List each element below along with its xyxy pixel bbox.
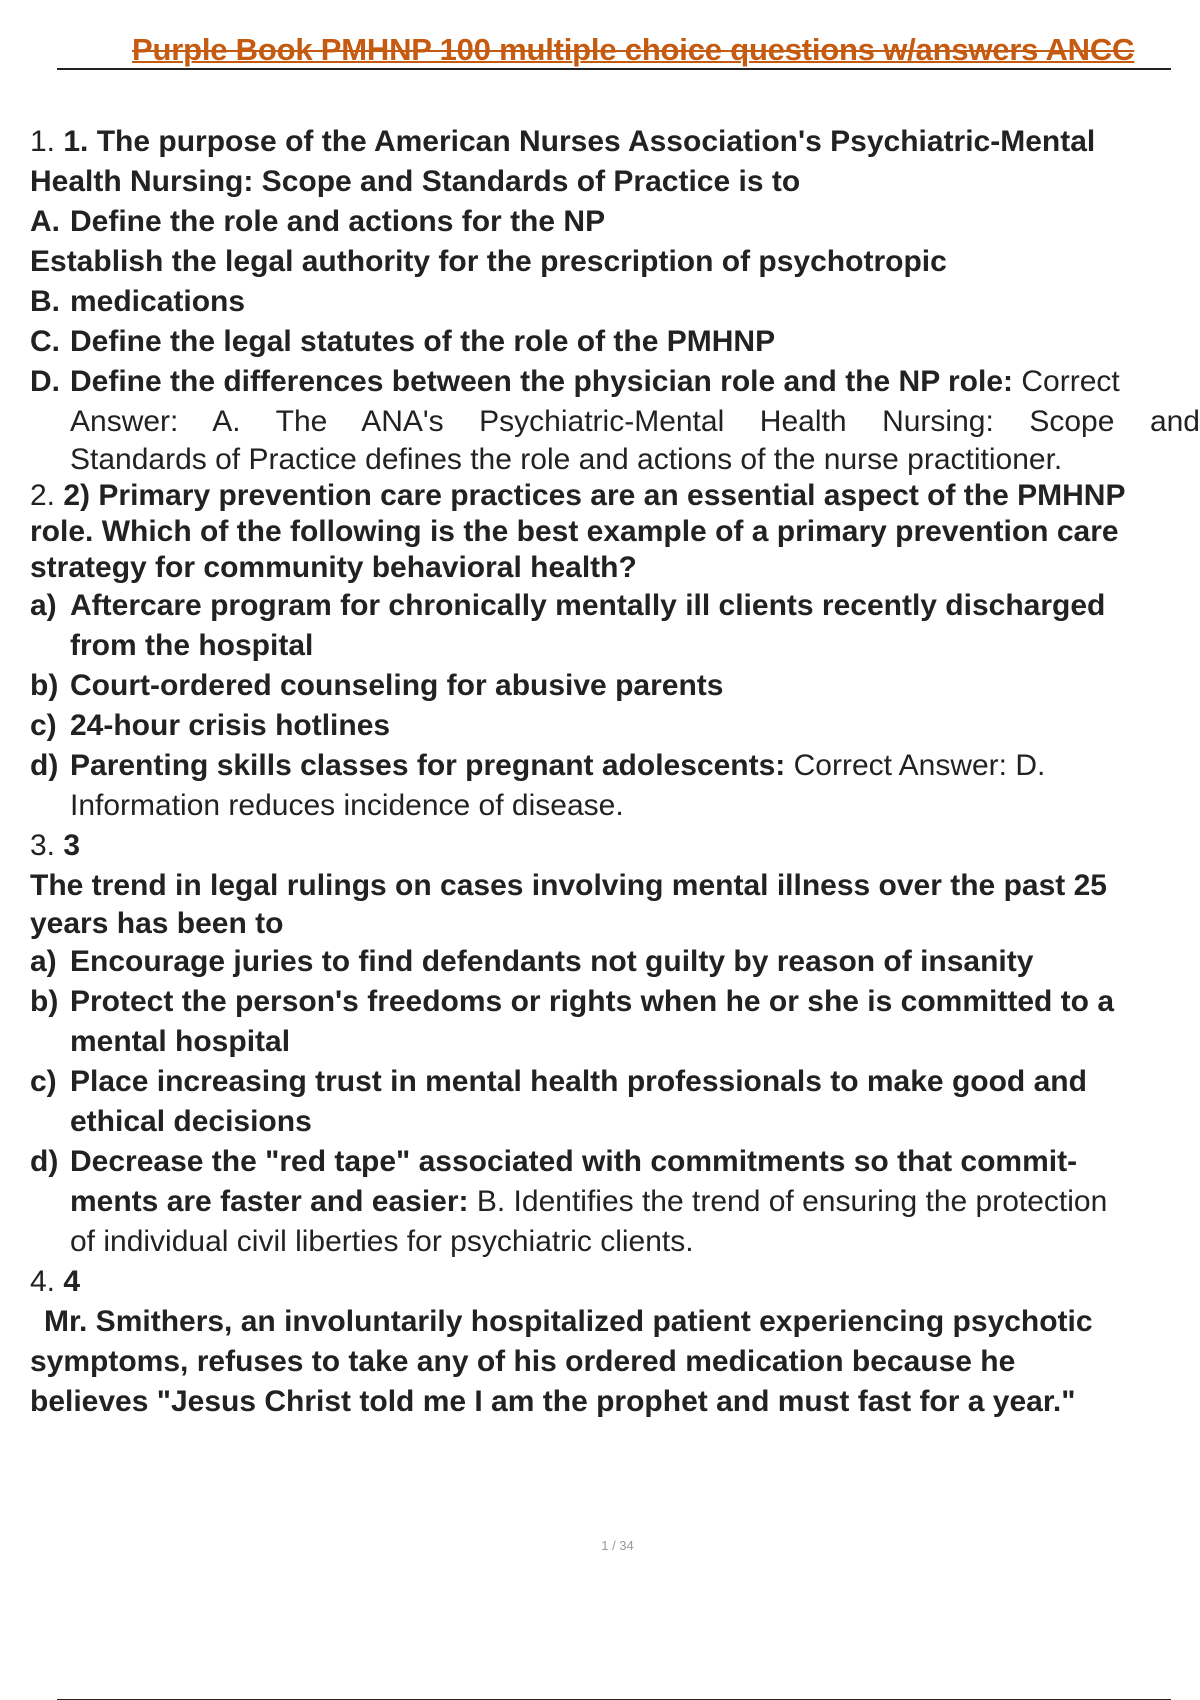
question-stem-text: 1. The purpose of the American Nurses Association's Psychiatric-Mental <box>63 125 1096 158</box>
option-b <box>30 282 1200 322</box>
question-number-bold: 3 <box>63 829 81 862</box>
question-stem-line: symptoms, refuses to take any of his ordered medication because he <box>30 1345 1016 1378</box>
option-text: Protect the person's freedoms or rights when he or she is committed to a <box>70 985 1115 1018</box>
question-list <box>30 122 1200 1422</box>
option-b-continuation: Establish the legal authority for the prescription of psychotropic <box>30 245 947 278</box>
option-letter: b) <box>30 985 59 1018</box>
question-2 <box>30 478 1200 826</box>
question-stem-line: The trend in legal rulings on cases involving mental illness over the past 25 <box>30 869 1107 902</box>
question-number: 4. <box>30 1265 56 1298</box>
option-letter: B. <box>30 285 60 318</box>
option-text: Decrease the "red tape" associated with commitments so that commit- <box>70 1145 1078 1178</box>
option-c <box>30 322 1200 362</box>
option-text: medications <box>70 285 246 318</box>
option-letter: D. <box>30 365 60 398</box>
option-text: Define the legal statutes of the role of the PMHNP <box>70 325 776 358</box>
answer-line: Information reduces incidence of disease. <box>70 789 624 822</box>
option-letter: d) <box>30 749 59 782</box>
option-text: Define the differences between the physician role and the NP role: <box>70 365 1014 398</box>
option-d <box>30 1142 1200 1182</box>
option-letter: c) <box>30 709 57 742</box>
answer-line: of individual civil liberties for psychiatric clients. <box>70 1225 694 1258</box>
question-number: 2. <box>30 479 56 512</box>
option-d <box>30 362 1200 402</box>
option-continuation: mental hospital <box>70 1025 291 1058</box>
question-stem-line: years has been to <box>30 907 284 940</box>
option-text: 24-hour crisis hotlines <box>70 709 391 742</box>
option-continuation: from the hospital <box>70 629 314 662</box>
option-continuation: ethical decisions <box>70 1105 312 1138</box>
answer-text: Correct <box>1021 365 1120 398</box>
option-continuation <box>30 1182 1200 1222</box>
answer-text: Correct Answer: D. <box>793 749 1046 782</box>
answer-line <box>30 402 1200 442</box>
option-c <box>30 1062 1200 1102</box>
title-block <box>57 30 1171 72</box>
question-stem-line <box>30 478 1200 514</box>
option-text: ments are faster and easier: <box>70 1185 469 1218</box>
answer-text: Answer: A. The ANA's Psychiatric-Mental Health Nursing: Scope and <box>70 405 1200 438</box>
answer-line: Standards of Practice defines the role and actions of the nurse practitioner. <box>70 443 1063 476</box>
option-text: Encourage juries to find defendants not guilty by reason of insanity <box>70 945 1034 978</box>
answer-text: B. Identifies the trend of ensuring the protection <box>476 1185 1108 1218</box>
question-number-line <box>30 826 1200 866</box>
question-stem-line: believes "Jesus Christ told me I am the prophet and must fast for a year." <box>30 1385 1076 1418</box>
option-text: Define the role and actions for the NP <box>70 205 606 238</box>
option-a <box>30 202 1200 242</box>
question-number: 3. <box>30 829 56 862</box>
option-c <box>30 706 1200 746</box>
option-letter: a) <box>30 945 57 978</box>
question-3 <box>30 826 1200 1262</box>
option-text: Parenting skills classes for pregnant adolescents: <box>70 749 786 782</box>
question-stem-line <box>30 122 1200 162</box>
question-number-bold: 4 <box>63 1265 81 1298</box>
option-letter: a) <box>30 589 57 622</box>
question-stem-line: strategy for community behavioral health? <box>30 551 637 584</box>
question-1 <box>30 122 1200 478</box>
option-letter: d) <box>30 1145 59 1178</box>
option-a <box>30 586 1200 626</box>
question-stem-text: 2) Primary prevention care practices are an essential aspect of the PMHNP <box>63 479 1126 512</box>
title-rule <box>57 68 1171 70</box>
option-d <box>30 746 1200 786</box>
option-letter: C. <box>30 325 60 358</box>
page-indicator: 1 / 34 <box>601 1538 634 1553</box>
question-stem-line: Health Nursing: Scope and Standards of Practice is to <box>30 165 801 198</box>
question-number-line <box>30 1262 1200 1302</box>
document-title: Purple Book PMHNP 100 multiple choice questions w/answers ANCC <box>132 32 1135 67</box>
question-4 <box>30 1262 1200 1422</box>
option-letter: b) <box>30 669 59 702</box>
option-letter: A. <box>30 205 60 238</box>
option-letter: c) <box>30 1065 57 1098</box>
option-b <box>30 666 1200 706</box>
option-text: Place increasing trust in mental health professionals to make good and <box>70 1065 1087 1098</box>
option-b <box>30 982 1200 1022</box>
question-stem-line: Mr. Smithers, an involuntarily hospitalized patient experiencing psychotic <box>44 1305 1093 1338</box>
option-text: Court-ordered counseling for abusive parents <box>70 669 724 702</box>
option-a <box>30 942 1200 982</box>
option-text: Aftercare program for chronically mentally ill clients recently discharged <box>70 589 1106 622</box>
question-stem-line: role. Which of the following is the best example of a primary prevention care <box>30 515 1119 548</box>
question-number: 1. <box>30 125 56 158</box>
